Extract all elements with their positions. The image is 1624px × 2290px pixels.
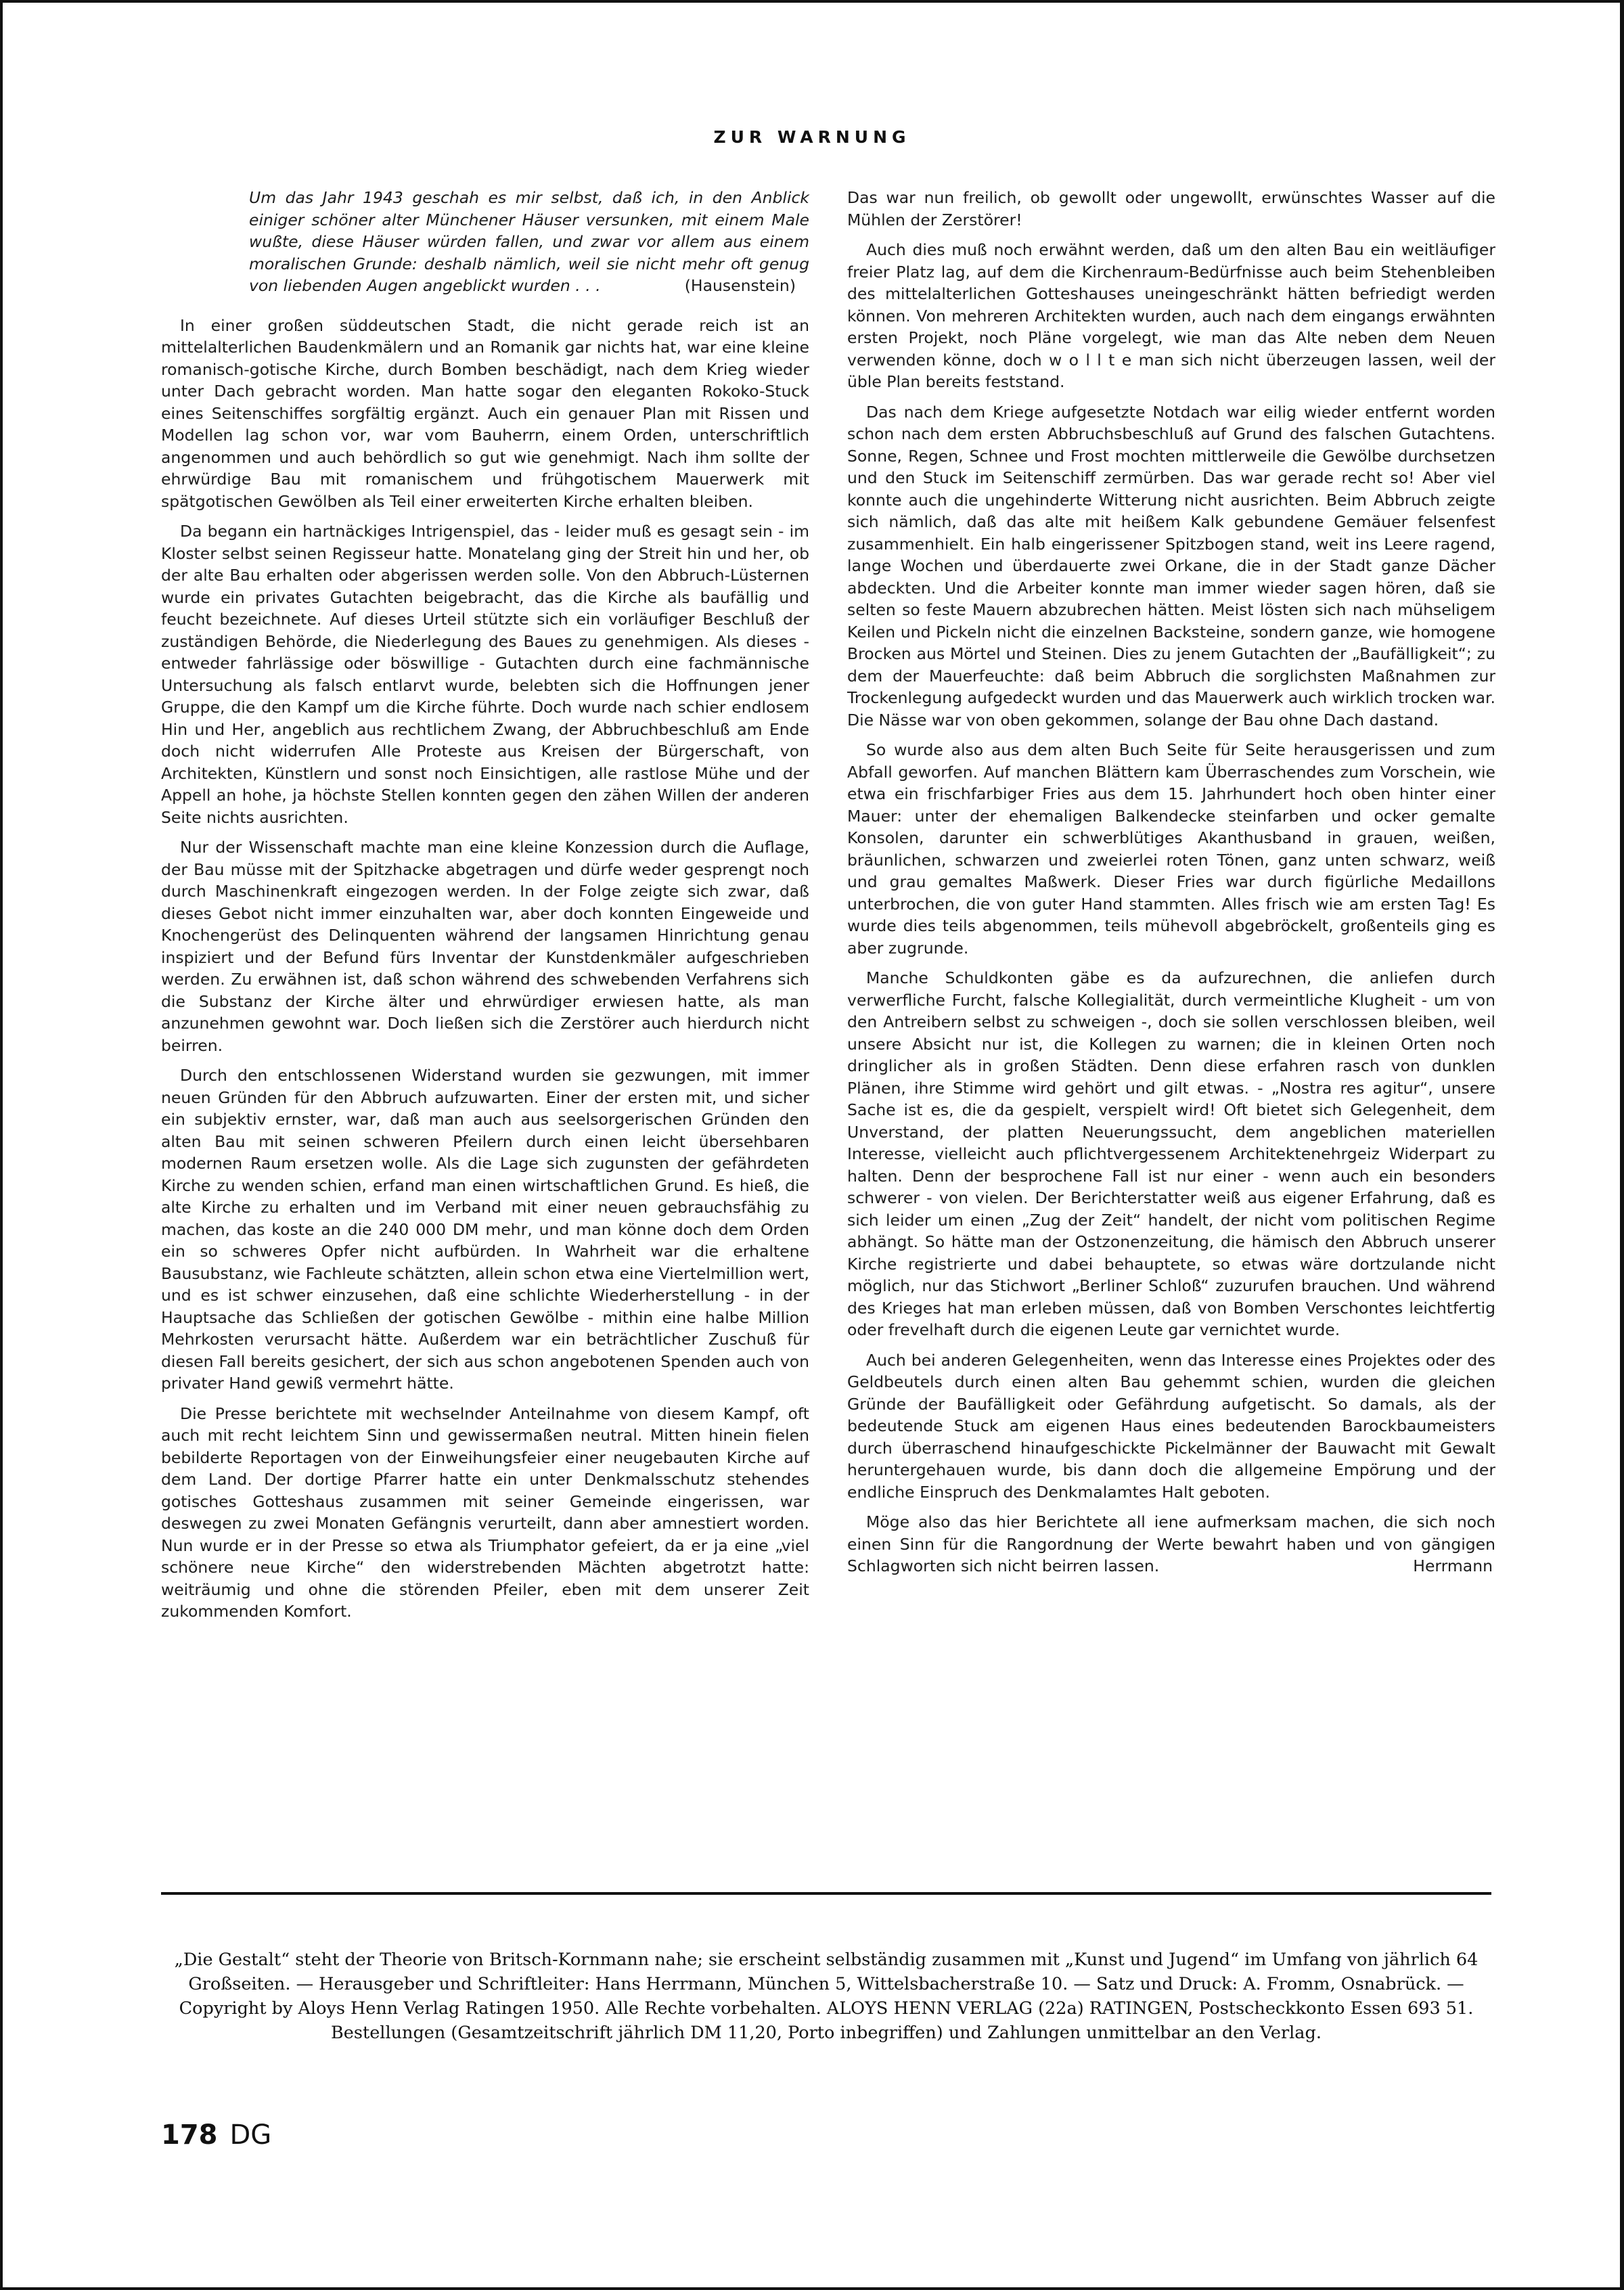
right-paragraph-1: Das war nun freilich, ob gewollt oder ungewollt, erwünschtes Wasser auf die Mühlen der Zerstörer! [847,188,1495,229]
divider-rule [161,1892,1491,1895]
epigraph-source: (Hausenstein) [684,276,796,295]
right-paragraph-5: Manche Schuldkonten gäbe es da aufzurechnen, die anliefen durch verwerfliche Furcht, falsche Kollegialität, durch vermeintliche Klugheit - um von den Antreibern selbst zu schweigen -, doch sie sollen verschlossen bleiben, weil unsere Absicht nur ist, die Kollegen zu warnen; die in kleinen Orten noch dringlicher als in großen Städten. Denn diese erfahren rasch von dunklen Plänen, ihre Stimme wird gehört und gilt etwas. - „Nostra res agitur“, unsere Sache ist es, die da gespielt, verspielt wird! Oft bietet sich Gelegenheit, dem Unverstand, der platten Neuerungssucht, dem angeblichen materiellen Interesse, vielleicht auch pflichtvergessenem Architektenehrgeiz Widerpart zu halten. Denn der besprochene Fall ist nur einer - wenn auch ein besonders schwerer - von vielen. Der Berichterstatter weiß aus eigener Erfahrung, daß es sich leider um einen „Zug der Zeit“ handelt, der nicht vom politischen Regime abhängt. So hätte man der Ostzonenzeitung, die hämisch den Abbruch unserer Kirche registrierte und dabei behauptete, so etwas wäre dortzulande nicht möglich, nur das Stichwort „Berliner Schloß“ zuzurufen brauchen. Und während des Krieges hat man erleben müssen, daß von Bomben Verschontes leichtfertig oder frevelhaft durch die eigenen Leute gar vernichtet wurde. [847,968,1495,1339]
right-paragraph-3: Das nach dem Kriege aufgesetzte Notdach war eilig wieder entfernt worden schon nach dem ersten Abbruchsbeschluß auf Grund des falschen Gutachtens. Sonne, Regen, Schnee und Frost mochten mittlerweile die Gewölbe durchsetzen und den Stuck im Seitenschiff zermürben. Das war gerade recht so! Aber viel konnte auch die ungehinderte Witterung nicht ausrichten. Beim Abbruch zeigte sich nämlich, daß das alte mit heißem Kalk gebundene Gemäuer felsenfest zusammenhielt. Ein halb eingerissener Spitzbogen stand, weit ins Leere ragend, lange Wochen und überdauerte zwei Orkane, die in der Stadt ganze Dächer abdeckten. Und die Arbeiter konnte man immer wieder sagen hören, daß sie selten so feste Mauern abzubrechen hätten. Meist lösten sich nach mühseligem Keilen und Pickeln nicht die einzelnen Backsteine, sondern ganze, wie homogene Brocken aus Mörtel und Steinen. Dies zu jenem Gutachten der „Baufälligkeit“; zu dem der Mauerfeuchte: daß beim Abbruch die sorglichsten Maßnahmen zur Trockenlegung aufgedeckt wurden und das Mauerwerk auch wirklich trocken war. Die Nässe war von oben gekommen, solange der Bau ohne Dach dastand. [847,402,1495,729]
right-paragraph-6: Auch bei anderen Gelegenheiten, wenn das Interesse eines Projektes oder des Geldbeutels durch einen alten Bau gehemmt schien, wurden die gleichen Gründe der Baufälligkeit oder Gefährdung aufgetischt. So damals, als der bedeutende Stuck am eigenen Haus eines bedeutenden Barockbaumeisters durch überraschend hinaufgeschickte Pickelmänner der Bauwacht mit Gewalt heruntergehauen wurde, bis dann doch die allgemeine Empörung und der endliche Einspruch des Denkmalamtes Halt geboten. [847,1350,1495,1502]
left-paragraph-2: Da begann ein hartnäckiges Intrigenspiel, das - leider muß es gesagt sein - im Kloster selbst seinen Regisseur hatte. Monatelang ging der Streit hin und her, ob der alte Bau erhalten oder abgerissen werden solle. Von den Abbruch-Lüsternen wurde ein privates Gutachten beigebracht, das die Kirche als baufällig und feucht bezeichnete. Auf dieses Urteil stützte sich ein vorläufiger Beschluß der zuständigen Behörde, die Niederlegung des Baues zu genehmigen. Als dieses - entweder fahrlässige oder böswillige - Gutachten durch eine fachmännische Untersuchung als falsch entlarvt wurde, belebten sich die Hoffnungen jener Gruppe, die den Kampf um die Kirche führte. Doch wurde nach schier endlosem Hin und Her, angeblich aus rechtlichem Zwang, der Abbruchbeschluß am Ende doch nicht widerrufen Alle Proteste aus Kreisen der Bürgerschaft, von Architekten, Künstlern und sonst noch Einsichtigen, alle rastlose Mühe und der Appell an hohe, ja höchste Stellen konnten gegen den zähen Willen der anderen Seite nichts ausrichten. [161,522,809,827]
epigraph-text: Um das Jahr 1943 geschah es mir selbst, daß ich, in den Anblick einiger schöner alter Münchener Häuser versunken, mit einem Male wußte, diese Häuser würden fallen, und zwar vor allem aus einem moralischen Grunde: deshalb nämlich, weil sie nicht mehr oft genug von liebenden Augen angeblickt wurden . . . [249,188,809,295]
journal-abbrev: DG [229,2119,272,2151]
closing-paragraph [847,1511,1495,1577]
page-footer [161,2119,271,2151]
epigraph [161,187,809,297]
article-title: ZUR WARNUNG [713,127,911,147]
left-paragraph-5: Die Presse berichtete mit wechselnder Anteilnahme von diesem Kampf, oft auch mit recht leichtem Sinn und gewissermaßen neutral. Mitten hinein fielen bebilderte Reportagen von der Einweihungsfeier einer neugebauten Kirche auf dem Land. Der dortige Pfarrer hatte ein unter Denkmalsschutz stehendes gotisches Gotteshaus zusammen mit seiner Gemeinde eingerissen, war deswegen zu zwei Monaten Gefängnis verurteilt, dann aber amnestiert worden. Nun wurde er in der Presse so etwa als Triumphator gefeiert, da er ja eine „viel schönere neue Kirche“ den widerstrebenden Mächten abgetrotzt hatte: weiträumig und ohne die störenden Pfeiler, eben mit dem unserer Zeit zukommenden Komfort. [161,1404,809,1621]
left-paragraph-3: Nur der Wissenschaft machte man eine kleine Konzession durch die Auflage, der Bau müsse mit der Spitzhacke abgetragen und dürfe weder gesprengt noch durch Maschinenkraft eingezogen werden. In der Folge zeigte sich zwar, daß dieses Gebot nicht immer einzuhalten war, aber doch konnten Eingeweide und Knochengerüst des Delinquenten während der langsamen Hinrichtung genau inspiziert und der Befund fürs Inventar der Kunstdenkmäler aufgeschrieben werden. Zu erwähnen ist, daß schon während des schwebenden Verfahrens sich die Substanz der Kirche älter und ehrwürdiger erwiesen hatte, als man anzunehmen gewohnt war. Doch ließen sich die Zerstörer auch hierdurch nicht beirren. [161,838,809,1055]
closing-text: Möge also das hier Berichtete all iene aufmerksam machen, die sich noch einen Sinn für die Rangordnung der Werte bewahrt haben und von gängigen Schlagworten sich nicht beirren lassen. [847,1512,1495,1575]
imprint-notice: „Die Gestalt“ steht der Theorie von Britsch-Kornmann nahe; sie erscheint selbständig zusammen mit „Kunst und Jugend“ im Umfang von jährlich 64 Großseiten. — Herausgeber und Schriftleiter: Hans Herrmann, München 5, Wittelsbacherstraße 10. — Satz und Druck: A. Fromm, Osnabrück. — Copyright by Aloys Henn Verlag Ratingen 1950. Alle Rechte vorbehalten. ALOYS HENN VERLAG (22a) RATINGEN, Postscheckkonto Essen 693 51. Bestellungen (Gesamtzeitschrift jährlich DM 11,20, Porto inbegriffen) und Zahlungen unmittelbar an den Verlag. [174,1950,1479,2043]
right-paragraph-2: Auch dies muß noch erwähnt werden, daß um den alten Bau ein weitläufiger freier Platz lag, auf dem die Kirchenraum-Bedürfnisse auch beim Stehenbleiben des mittelalterlichen Gotteshauses uneingeschränkt hätten befriedigt werden können. Von mehreren Architekten wurden, auch nach dem eingangs erwähnten ersten Projekt, noch Pläne vorgelegt, wie man das Alte neben dem Neuen verwenden könne, doch w o l l t e man sich nicht überzeugen lassen, weil der üble Plan bereits feststand. [847,240,1495,391]
left-column [161,187,809,1631]
right-paragraph-4: So wurde also aus dem alten Buch Seite für Seite herausgerissen und zum Abfall geworfen. Auf manchen Blättern kam Überraschendes zum Vorschein, wie etwa ein frischfarbiger Fries aus dem 15. Jahrhundert hoch oben hinter einer Mauer: unter der ehemaligen Balkendecke steinfarben und ocker gemalte Konsolen, darunter ein schwerblütiges Akanthusband in grauen, weißen, bräunlichen, schwarzen und zweierlei roten Tönen, ganz unten schwarz, weiß und grau gemaltes Maßwerk. Dieser Fries war durch figürliche Medaillons unterbrochen, die von guter Hand stammten. Alles frisch wie am ersten Tag! Es wurde dies teils abgenommen, teils mühevoll abgebröckelt, großenteils ging es aber zugrunde. [847,740,1495,958]
right-column [847,187,1495,1586]
page-number: 178 [161,2119,218,2151]
left-paragraph-4: Durch den entschlossenen Widerstand wurden sie gezwungen, mit immer neuen Gründen für den Abbruch aufzuwarten. Einer der ersten mit, und sicher ein subjektiv ernster, war, daß man auch aus seelsorgerischen Gründen den alten Bau mit seinen schweren Pfeilern durch einen leicht übersehbaren modernen Raum ersetzen wolle. Als die Lage sich zugunsten der gefährdeten Kirche zu wenden schien, erfand man einen wirtschaftlichen Grund. Es hieß, die alte Kirche zu erhalten und im Verband mit einer neuen gebrauchsfähig zu machen, das koste an die 240 000 DM mehr, und man könne doch dem Orden ein so schweres Opfer nicht aufbürden. In Wahrheit war die erhaltene Bausubstanz, wie Fachleute schätzten, allein schon etwa eine Viertelmillion wert, und es ist schwer einzusehen, daß eine schlichte Wiederherstellung - in der Hauptsache das Schließen der gotischen Gewölbe - mithin eine halbe Million Mehrkosten verursacht hätte. Außerdem war ein beträchtlicher Zuschuß für diesen Fall bereits gesichert, der sich aus schon angebotenen Spenden auch von privater Hand gewiß vermehrt hätte. [161,1066,809,1393]
author-signature: Herrmann [1413,1556,1493,1575]
left-paragraph-1: In einer großen süddeutschen Stadt, die nicht gerade reich ist an mittelalterlichen Baudenkmälern und an Romanik gar nichts hat, war eine kleine romanisch-gotische Kirche, durch Bomben beschädigt, nach dem Krieg wieder unter Dach gebracht worden. Man hatte sogar den eleganten Rokoko-Stuck eines Seitenschiffes sorgfältig ergänzt. Auch ein genauer Plan mit Rissen und Modellen lag schon vor, war vom Bauherrn, einem Orden, unterschriftlich angenommen und auch behördlich so gut wie genehmigt. Nach ihm sollte der ehrwürdige Bau mit romanischem und frühgotischem Mauerwerk mit spätgotischen Gewölben als Teil einer erweiterten Kirche erhalten bleiben. [161,315,809,511]
